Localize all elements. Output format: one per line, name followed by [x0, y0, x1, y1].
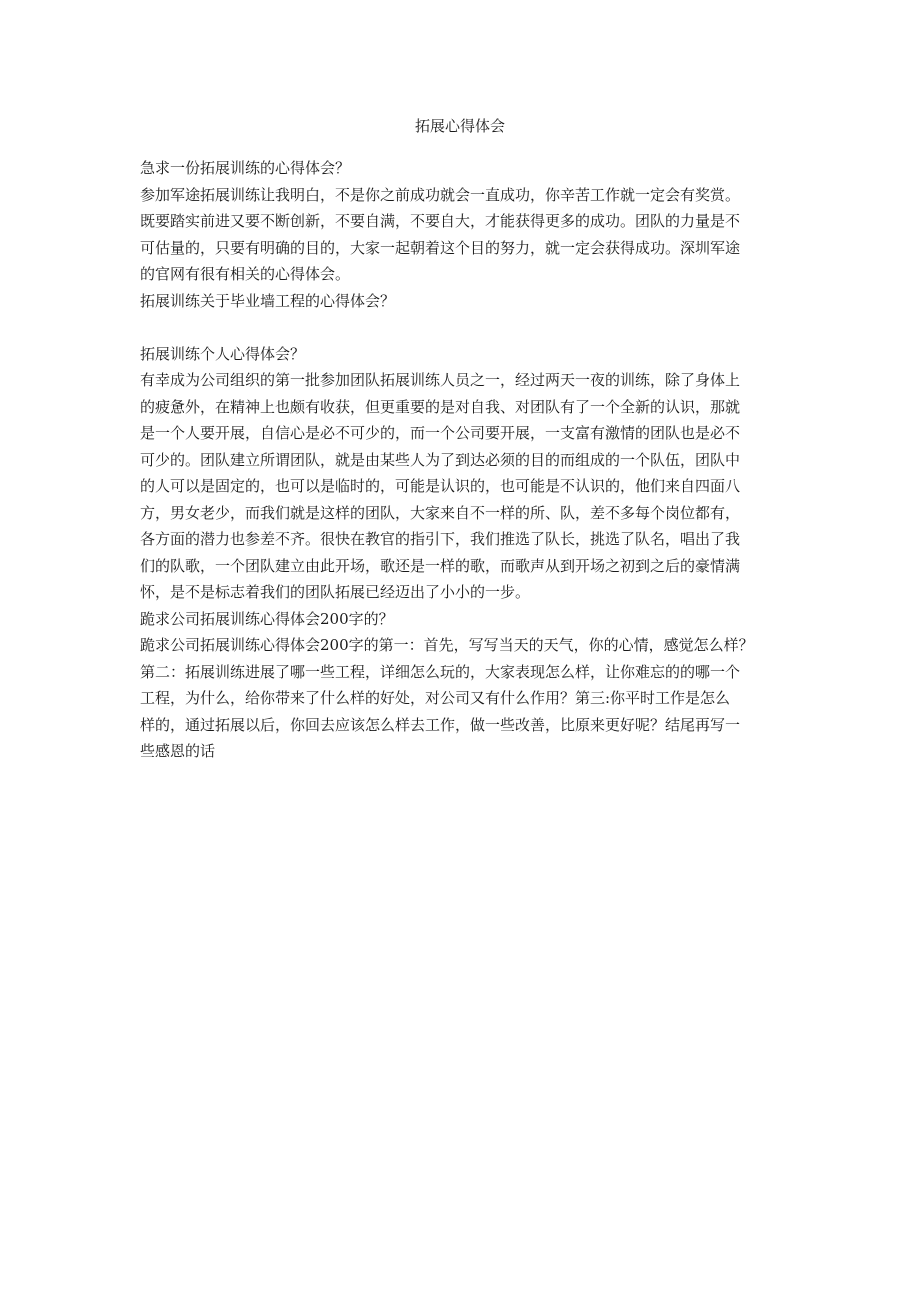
- blank-line: [140, 314, 800, 341]
- answer-1: [140, 182, 800, 288]
- answer-line: 方，男女老少，而我们就是这样的团队，大家来自不一样的所、队，差不多每个岗位都有，: [140, 503, 741, 522]
- document-title: 拓展心得体会: [414, 117, 505, 135]
- answer-4: [140, 632, 800, 765]
- answer-line: 样的，通过拓展以后，你回去应该怎么样去工作，做一些改善，比原来更好呢？结尾再写一: [140, 715, 741, 734]
- answer-line: 工程，为什么，给你带来了什么样的好处，对公司又有什么作用？第三:你平时工作是怎么: [140, 689, 731, 707]
- answer-line: 们的队歌，一个团队建立由此开场，歌还是一样的歌，而歌声从到开场之初到之后的豪情满: [140, 556, 741, 575]
- answer-3: [140, 367, 800, 606]
- answer-line: 的疲惫外，在精神上也颇有收获，但更重要的是对自我、对团队有了一个全新的认识，那就: [140, 397, 741, 416]
- answer-line: 的人可以是固定的，也可以是临时的，可能是认识的，也可能是不认识的，他们来自四面八: [140, 477, 741, 495]
- document-body: [140, 155, 800, 765]
- question-3: [140, 341, 800, 368]
- answer-line: 的官网有很有相关的心得体会。: [140, 265, 351, 283]
- question-text: 拓展训练个人心得体会？: [140, 344, 306, 363]
- question-text: 急求一份拓展训练的心得体会？: [140, 159, 351, 177]
- answer-line: 参加军途拓展训练让我明白，不是你之前成功就会一直成功，你辛苦工作就一定会有奖赏。: [140, 185, 741, 204]
- answer-line: 些感恩的话: [140, 742, 216, 760]
- question-text: 跪求公司拓展训练心得体会200字的？: [140, 609, 394, 628]
- answer-line: 各方面的潜力也参差不齐。很快在教官的指引下，我们推选了队长，挑选了队名，唱出了我: [140, 530, 741, 548]
- question-1: [140, 155, 800, 182]
- answer-line: 既要踏实前进又要不断创新，不要自满，不要自大，才能获得更多的成功。团队的力量是不: [140, 212, 741, 230]
- answer-line: 可少的。团队建立所谓团队，就是由某些人为了到达必须的目的而组成的一个队伍，团队中: [140, 450, 741, 469]
- answer-line: 可估量的，只要有明确的目的，大家一起朝着这个目的努力，就一定会获得成功。深圳军途: [140, 238, 741, 257]
- question-2: [140, 288, 800, 315]
- answer-line: 怀，是不是标志着我们的团队拓展已经迈出了小小的一步。: [140, 583, 531, 601]
- question-4: [140, 606, 800, 633]
- answer-line: 有幸成为公司组织的第一批参加团队拓展训练人员之一，经过两天一夜的训练，除了身体上: [140, 371, 741, 389]
- answer-line: 跪求公司拓展训练心得体会200字的第一：首先，写写当天的天气，你的心情，感觉怎么样？: [140, 636, 754, 654]
- question-text: 拓展训练关于毕业墙工程的心得体会？: [140, 291, 396, 310]
- answer-line: 是一个人要开展，自信心是必不可少的，而一个公司要开展，一支富有激情的团队也是必不: [140, 424, 741, 442]
- answer-line: 第二：拓展训练进展了哪一些工程，详细怎么玩的，大家表现怎么样，让你难忘的的哪一个: [140, 662, 741, 681]
